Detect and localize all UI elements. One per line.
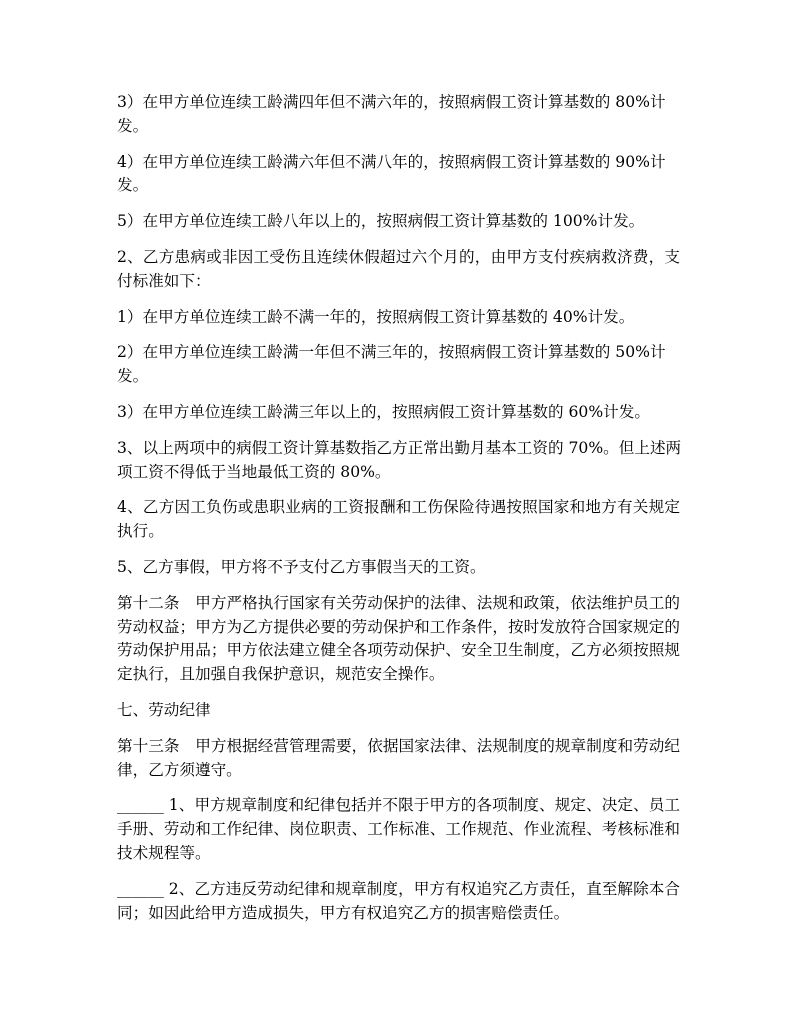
article-12-labor-protection [117, 592, 680, 687]
text-line: 4）在甲方单位连续工龄满六年但不满八年的，按照病假工资计算基数的 90%计 [117, 152, 666, 171]
text-line: 定执行，且加强自我保护意识，规范安全操作。 [117, 665, 445, 684]
text-line: 律，乙方须遵守。 [117, 760, 242, 779]
article-13-labor-discipline [117, 735, 680, 783]
text-line: 2）在甲方单位连续工龄满一年但不满三年的，按照病假工资计算基数的 50%计 [117, 343, 666, 362]
sick-pay-rate-item [117, 91, 680, 139]
text-line: 4、乙方因工负伤或患职业病的工资报酬和工伤保险待遇按照国家和地方有关规定 [117, 498, 680, 517]
text-line: 第十二条 甲方严格执行国家有关劳动保护的法律、法规和政策，依法维护员工的 [117, 593, 680, 612]
clause-pay-base [117, 437, 680, 485]
clause-personal-leave [117, 556, 680, 580]
illness-relief-rate-item [117, 341, 680, 389]
text-line: 执行。 [117, 522, 164, 541]
discipline-item-1 [117, 794, 680, 865]
text-line: 手册、劳动和工作纪律、岗位职责、工作标准、工作规范、作业流程、考核标准和 [117, 820, 680, 839]
text-line: ______ 2、乙方违反劳动纪律和规章制度，甲方有权追究乙方责任，直至解除本合 [117, 879, 680, 898]
text-line: 3、以上两项中的病假工资计算基数指乙方正常出勤月基本工资的 70%。但上述两 [117, 438, 682, 457]
sick-pay-rate-item [117, 210, 680, 234]
text-line: 发。 [117, 116, 149, 135]
illness-relief-rate-item [117, 306, 680, 330]
illness-relief-rate-item [117, 401, 680, 425]
text-line: 1）在甲方单位连续工龄不满一年的，按照病假工资计算基数的 40%计发。 [117, 307, 635, 326]
text-line: ______ 1、甲方规章制度和纪律包括并不限于甲方的各项制度、规定、决定、员工 [117, 796, 680, 815]
text-line: 技术规程等。 [117, 843, 211, 862]
text-line: 2、乙方患病或非因工受伤且连续休假超过六个月的，由甲方支付疾病救济费，支 [117, 247, 680, 266]
section-heading: 七、劳动纪律 [117, 700, 211, 719]
clause-illness-relief [117, 246, 680, 294]
clause-work-injury [117, 496, 680, 544]
text-line: 劳动权益；甲方为乙方提供必要的劳动保护和工作条件，按时发放符合国家规定的 [117, 617, 680, 636]
text-line: 第十三条 甲方根据经营管理需要，依据国家法律、法规制度的规章制度和劳动纪 [117, 736, 680, 755]
text-line: 发。 [117, 367, 149, 386]
document-body [117, 91, 680, 937]
sick-pay-rate-item [117, 151, 680, 199]
discipline-item-2 [117, 878, 680, 926]
text-line: 项工资不得低于当地最低工资的 80%。 [117, 462, 391, 481]
text-line: 3）在甲方单位连续工龄满三年以上的，按照病假工资计算基数的 60%计发。 [117, 402, 650, 421]
text-line: 5）在甲方单位连续工龄八年以上的，按照病假工资计算基数的 100%计发。 [117, 212, 645, 231]
text-line: 5、乙方事假，甲方将不予支付乙方事假当天的工资。 [117, 557, 486, 576]
text-line: 同；如因此给甲方造成损失，甲方有权追究乙方的损害赔偿责任。 [117, 903, 570, 922]
text-line: 3）在甲方单位连续工龄满四年但不满六年的，按照病假工资计算基数的 80%计 [117, 93, 666, 111]
text-line: 付标准如下： [117, 271, 211, 290]
text-line: 劳动保护用品；甲方依法建立健全各项劳动保护、安全卫生制度，乙方必须按照规 [117, 641, 680, 660]
text-line: 发。 [117, 176, 149, 195]
